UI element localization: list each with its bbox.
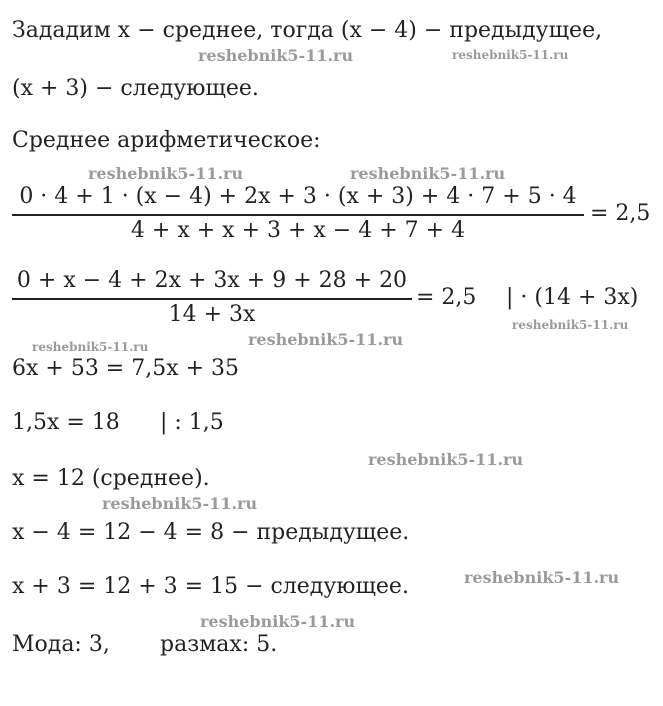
mean-equation bbox=[12, 184, 652, 248]
watermark: reshebnik5-11.ru bbox=[102, 494, 258, 513]
watermark: reshebnik5-11.ru bbox=[88, 164, 244, 183]
watermark: reshebnik5-11.ru bbox=[200, 612, 356, 631]
mode-line: Мода: 3, bbox=[12, 632, 110, 657]
next-definition-line: (x + 3) − следующее. bbox=[12, 76, 259, 101]
equation-rhs: = 2,5 bbox=[590, 201, 651, 226]
multiply-operation: | · (14 + 3x) bbox=[506, 285, 639, 310]
fraction-bar bbox=[12, 298, 412, 300]
fraction-bar bbox=[12, 214, 584, 216]
fraction-numerator: 0 · 4 + 1 · (x − 4) + 2x + 3 · (x + 3) + 4 · 7 + 5 · 4 bbox=[19, 184, 577, 209]
middle-result-line: x = 12 (среднее). bbox=[12, 466, 210, 491]
range-line: размах: 5. bbox=[160, 632, 278, 657]
fraction-denominator: 4 + x + x + 3 + x − 4 + 7 + 4 bbox=[130, 218, 466, 243]
equation-rhs: = 2,5 bbox=[416, 285, 477, 310]
watermark: reshebnik5-11.ru bbox=[512, 318, 629, 332]
divide-operation: | : 1,5 bbox=[160, 410, 224, 435]
fraction-denominator: 14 + 3x bbox=[168, 302, 256, 327]
fraction-numerator: 0 + x − 4 + 2x + 3x + 9 + 28 + 20 bbox=[16, 268, 408, 293]
watermark: reshebnik5-11.ru bbox=[452, 48, 569, 62]
watermark: reshebnik5-11.ru bbox=[368, 450, 524, 469]
watermark: reshebnik5-11.ru bbox=[350, 164, 506, 183]
previous-result-line: x − 4 = 12 − 4 = 8 − предыдущее. bbox=[12, 520, 410, 545]
next-result-line: x + 3 = 12 + 3 = 15 − следующее. bbox=[12, 574, 409, 599]
watermark: reshebnik5-11.ru bbox=[32, 340, 149, 354]
intro-line: Зададим x − среднее, тогда (x − 4) − предыдущее, bbox=[12, 18, 603, 43]
mean-heading: Среднее арифметическое: bbox=[12, 128, 321, 153]
watermark: reshebnik5-11.ru bbox=[248, 330, 404, 349]
reduced-equation-line: 1,5x = 18 bbox=[12, 410, 120, 435]
linear-equation-line: 6x + 53 = 7,5x + 35 bbox=[12, 356, 240, 381]
watermark: reshebnik5-11.ru bbox=[198, 46, 354, 65]
watermark: reshebnik5-11.ru bbox=[464, 568, 620, 587]
